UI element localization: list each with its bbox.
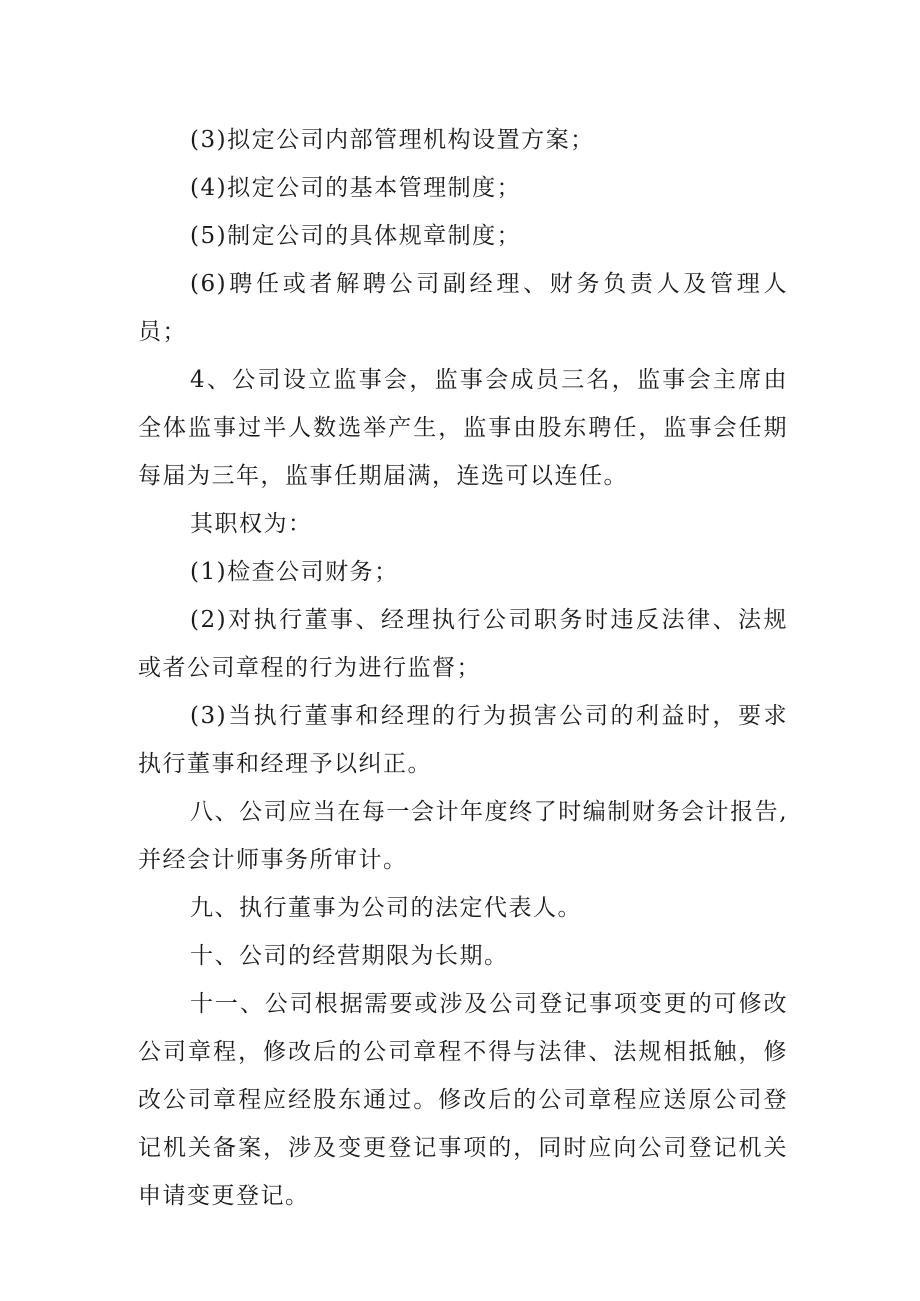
paragraph-powers-heading: 其职权为： — [190, 511, 313, 537]
article-11-amendment: 十一、公司根据需要或涉及公司登记事项变更的可修改公司章程，修改后的公司章程不得与法律、法规相抵触，修改公司章程应经股东通过。修改后的公司章程应送原公司登记机关备案，涉及变更登记事项的，同时应向公司登记机关申请变更登记。 — [138, 991, 788, 1209]
paragraph-3-correct: (3)当执行董事和经理的行为损害公司的利益时，要求执行董事和经理予以纠正。 — [138, 703, 788, 777]
article-10-term: 十、公司的经营期限为长期。 — [190, 943, 509, 969]
paragraph-6-appoint: (6)聘任或者解聘公司副经理、财务负责人及管理人员； — [138, 271, 788, 345]
paragraph-5-rules: (5)制定公司的具体规章制度； — [190, 223, 522, 249]
paragraph-3-draft-structure: (3)拟定公司内部管理机构设置方案； — [190, 127, 595, 153]
paragraph-1-check-finance: (1)检查公司财务； — [190, 559, 399, 585]
article-9-legal-rep: 九、执行董事为公司的法定代表人。 — [190, 895, 582, 921]
paragraph-4-basic-system: (4)拟定公司的基本管理制度； — [190, 175, 522, 201]
article-8-financial-report: 八、公司应当在每一会计年度终了时编制财务会计报告,并经会计师事务所审计。 — [138, 799, 788, 873]
document-body — [138, 116, 788, 1220]
paragraph-supervisory-board: 4、公司设立监事会，监事会成员三名，监事会主席由全体监事过半人数选举产生，监事由股东聘任，监事会任期每届为三年，监事任期届满，连选可以连任。 — [138, 367, 788, 489]
paragraph-2-supervise: (2)对执行董事、经理执行公司职务时违反法律、法规或者公司章程的行为进行监督； — [138, 607, 788, 681]
